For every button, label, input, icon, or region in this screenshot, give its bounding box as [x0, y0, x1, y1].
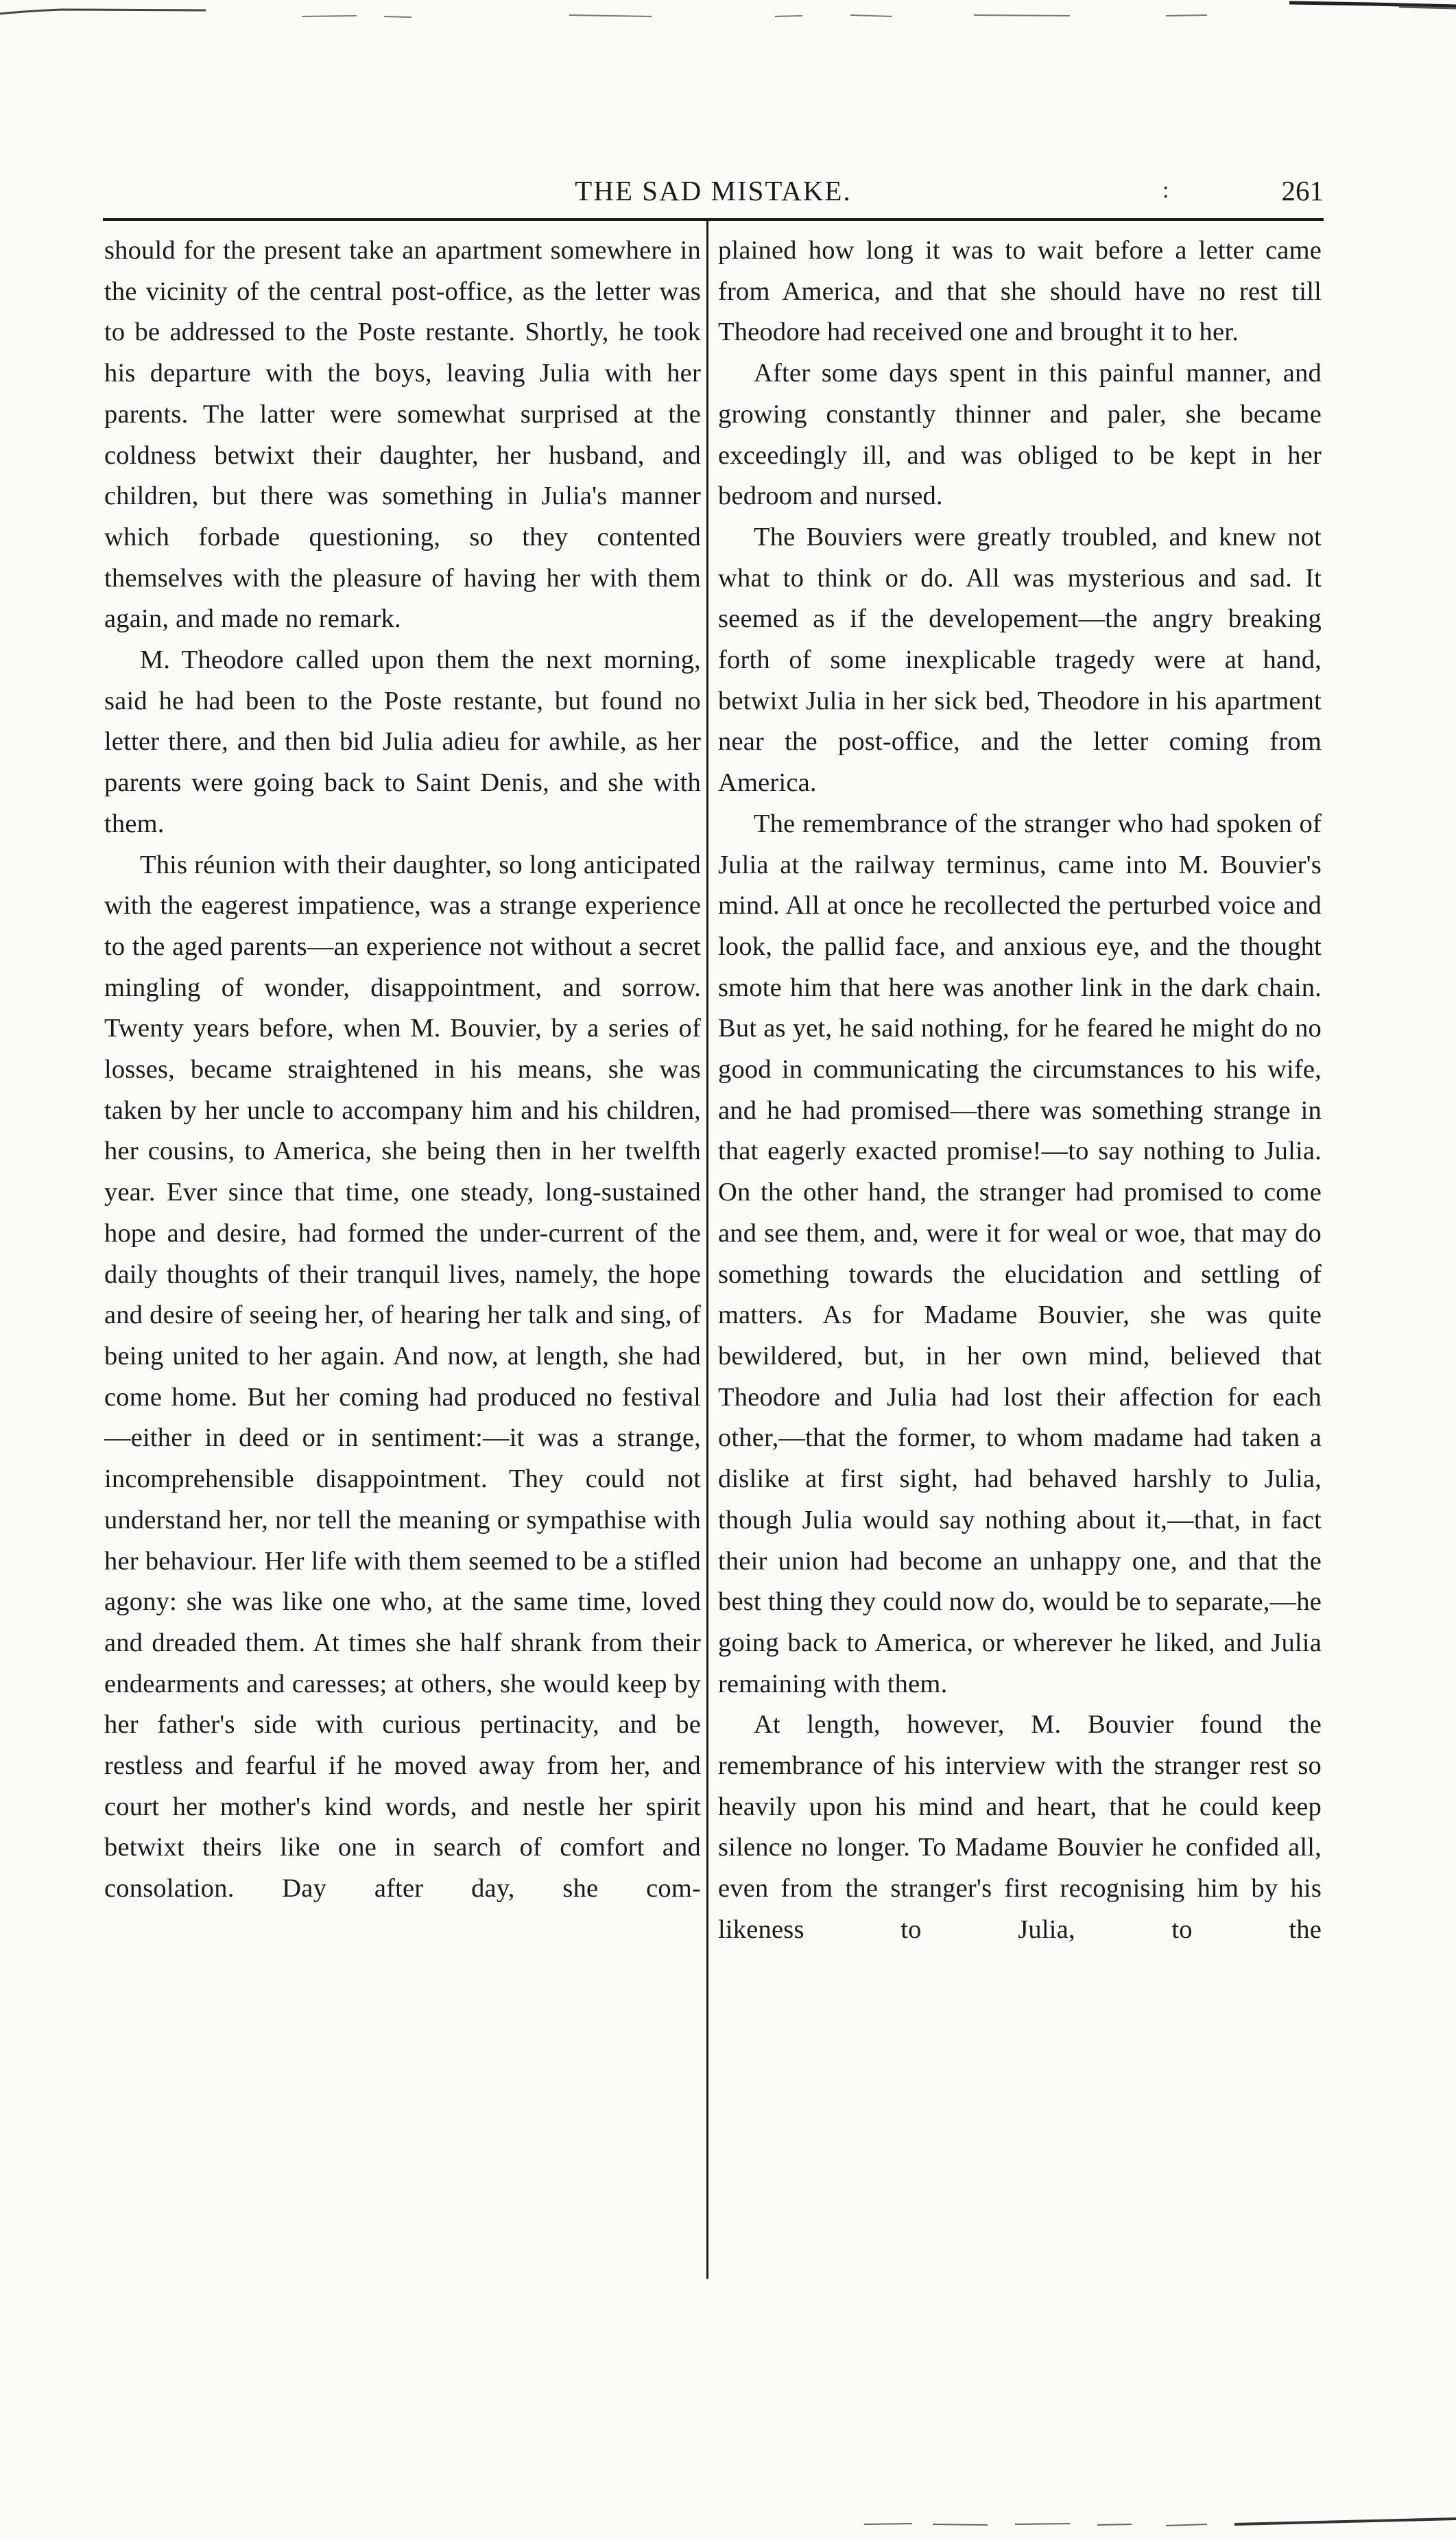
paragraph: plained how long it was to wait before a letter came from America, and that she should have no rest till Theodore had received one and brought it to her. [718, 236, 1322, 347]
running-title: THE SAD MISTAKE. [575, 175, 852, 206]
paragraph: The remembrance of the stranger who had spoken of Julia at the railway terminus, came into M. Bouvier's mind. All at once he recollected the perturbed voice and look, the pallid face, and anxious eye, and the thought smote him that here was another link in the dark chain. But as yet, he said nothing, for he feared he might do no good in communicating the circumstances to his wife, and he had promised—there was something strange in that eagerly exacted promise!—to say nothing to Julia. On the other hand, the stranger had promised to come and see them, and, were it for weal or woe, that may do something towards the elucidation and settling of matters. As for Madame Bouvier, she was quite bewildered, but, in her own mind, believed that Theodore and Julia had lost their affection for each other,—that the former, to whom madame had taken a dislike at first sight, had behaved harshly to Julia, though Julia would say nothing about it,—that, in fact their union had become an unhappy one, and that the best thing they could now do, would be to separate,—he going back to America, or wherever he liked, and Julia remaining with them. [718, 809, 1322, 1698]
page-number: 261 [1281, 175, 1324, 206]
scan-edge-top [0, 0, 1456, 27]
left-column [104, 230, 701, 2268]
paragraph: The Bouviers were greatly troubled, and knew not what to think or do. All was mysterious and sad. It seemed as if the developement—the angry breaking forth of some inexplicable tragedy were at hand, betwixt Julia in her sick bed, Theodore in his apartment near the post-office, and the letter coming from America. [718, 522, 1322, 798]
paragraph: At length, however, M. Bouvier found the remembrance of his interview with the stranger rest so heavily upon his mind and heart, that he could keep silence no longer. To Madame Bouvier he confided all, even from the stranger's first recognising him by his likeness to Julia, to the [718, 1710, 1322, 1944]
column-divider [706, 221, 708, 2279]
paragraph: After some days spent in this painful manner, and growing constantly thinner and paler, she became exceedingly ill, and was obliged to be kept in her bedroom and nursed. [718, 359, 1322, 511]
paragraph: M. Theodore called upon them the next morning, said he had been to the Poste restante, but found no letter there, and then bid Julia adieu for awhile, as her parents were going back to Saint Denis, and she with them. [104, 645, 701, 838]
scan-edge-bottom [0, 2504, 1456, 2538]
header-rule [103, 218, 1324, 221]
running-head [103, 170, 1324, 211]
paragraph: should for the present take an apartment somewhere in the vicinity of the central post-office, as the letter was to be addressed to the Poste restante. Shortly, he took his departure with the boys, leaving Julia with her parents. The latter were somewhat surprised at the coldness betwixt their daughter, her husband, and children, but there was something in Julia's manner which forbade questioning, so they contented themselves with the pleasure of having her with them again, and made no remark. [104, 236, 701, 634]
running-head-mark: : [1162, 178, 1169, 203]
right-column [718, 230, 1322, 2268]
paragraph: This réunion with their daughter, so long anticipated with the eagerest impatience, was a strange experience to the aged parents—an experience not without a secret mingling of wonder, disappointment, and sorrow. Twenty years before, when M. Bouvier, by a series of losses, became straightened in his means, she was taken by her uncle to accompany him and his children, her cousins, to America, she being then in her twelfth year. Ever since that time, one steady, long-sustained hope and desire, had formed the under-current of the daily thoughts of their tranquil lives, namely, the hope and desire of seeing her, of hearing her talk and sing, of being united to her again. And now, at length, she had come home. But her coming had produced no festival—either in deed or in sentiment:—it was a strange, incomprehensible disappointment. They could not understand her, nor tell the meaning or sympathise with her behaviour. Her life with them seemed to be a stifled agony: she was like one who, at the same time, loved and dreaded them. At times she half shrank from their endearments and caresses; at others, she would keep by her father's side with curious pertinacity, and be restless and fearful if he moved away from her, and court her mother's kind words, and nestle her spirit betwixt theirs like one in search of comfort and consolation. Day after day, she com- [104, 850, 701, 1904]
